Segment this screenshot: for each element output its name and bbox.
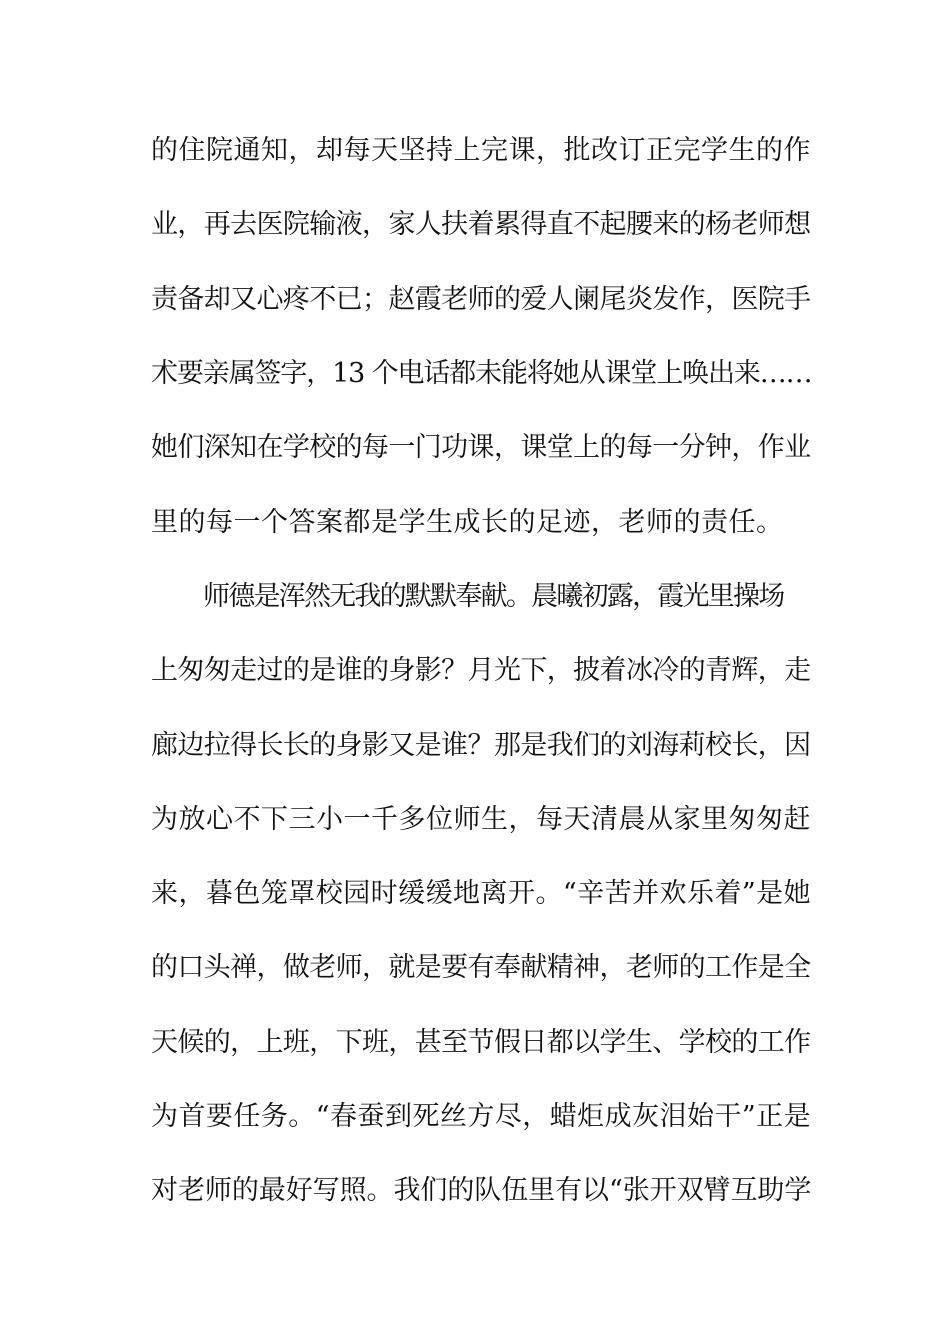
paragraph-line: 上匆匆走过的是谁的身影？月光下，披着冰冷的青辉，走 bbox=[151, 655, 811, 686]
paragraph-line: 对老师的最好写照。我们的队伍里有以“张开双臂互助学 bbox=[151, 1175, 812, 1206]
paragraph-line: 责备却又心疼不已；赵霞老师的爱人阑尾炎发作，医院手 bbox=[151, 284, 811, 315]
paragraph-line: 来，暮色笼罩校园时缓缓地离开。“辛苦并欢乐着”是她 bbox=[151, 878, 812, 909]
paragraph-line: 里的每一个答案都是学生成长的足迹，老师的责任。 bbox=[151, 507, 784, 538]
paragraph-line: 术要亲属签字，13 个电话都未能将她从课堂上唤出来…… bbox=[151, 358, 812, 389]
paragraph-line: 业，再去医院输液，家人扶着累得直不起腰来的杨老师想 bbox=[151, 209, 811, 240]
paragraph-line: 天候的，上班，下班，甚至节假日都以学生、学校的工作 bbox=[151, 1027, 811, 1058]
paragraph-first-line: 师德是浑然无我的默默奉献。晨曦初露，霞光里操场 bbox=[203, 581, 784, 612]
paragraph-line: 的口头禅，做老师，就是要有奉献精神，老师的工作是全 bbox=[151, 952, 811, 983]
paragraph-line: 她们深知在学校的每一门功课，课堂上的每一分钟，作业 bbox=[151, 432, 811, 463]
paragraph-line: 廊边拉得长长的身影又是谁？那是我们的刘海莉校长，因 bbox=[151, 730, 811, 761]
paragraph-line: 为首要任务。“春蚕到死丝方尽，蜡炬成灰泪始干”正是 bbox=[151, 1101, 812, 1132]
paragraph-line: 的住院通知，却每天坚持上完课，批改订正完学生的作 bbox=[151, 135, 811, 166]
paragraph-line: 为放心不下三小一千多位师生，每天清晨从家里匆匆赶 bbox=[151, 804, 811, 835]
